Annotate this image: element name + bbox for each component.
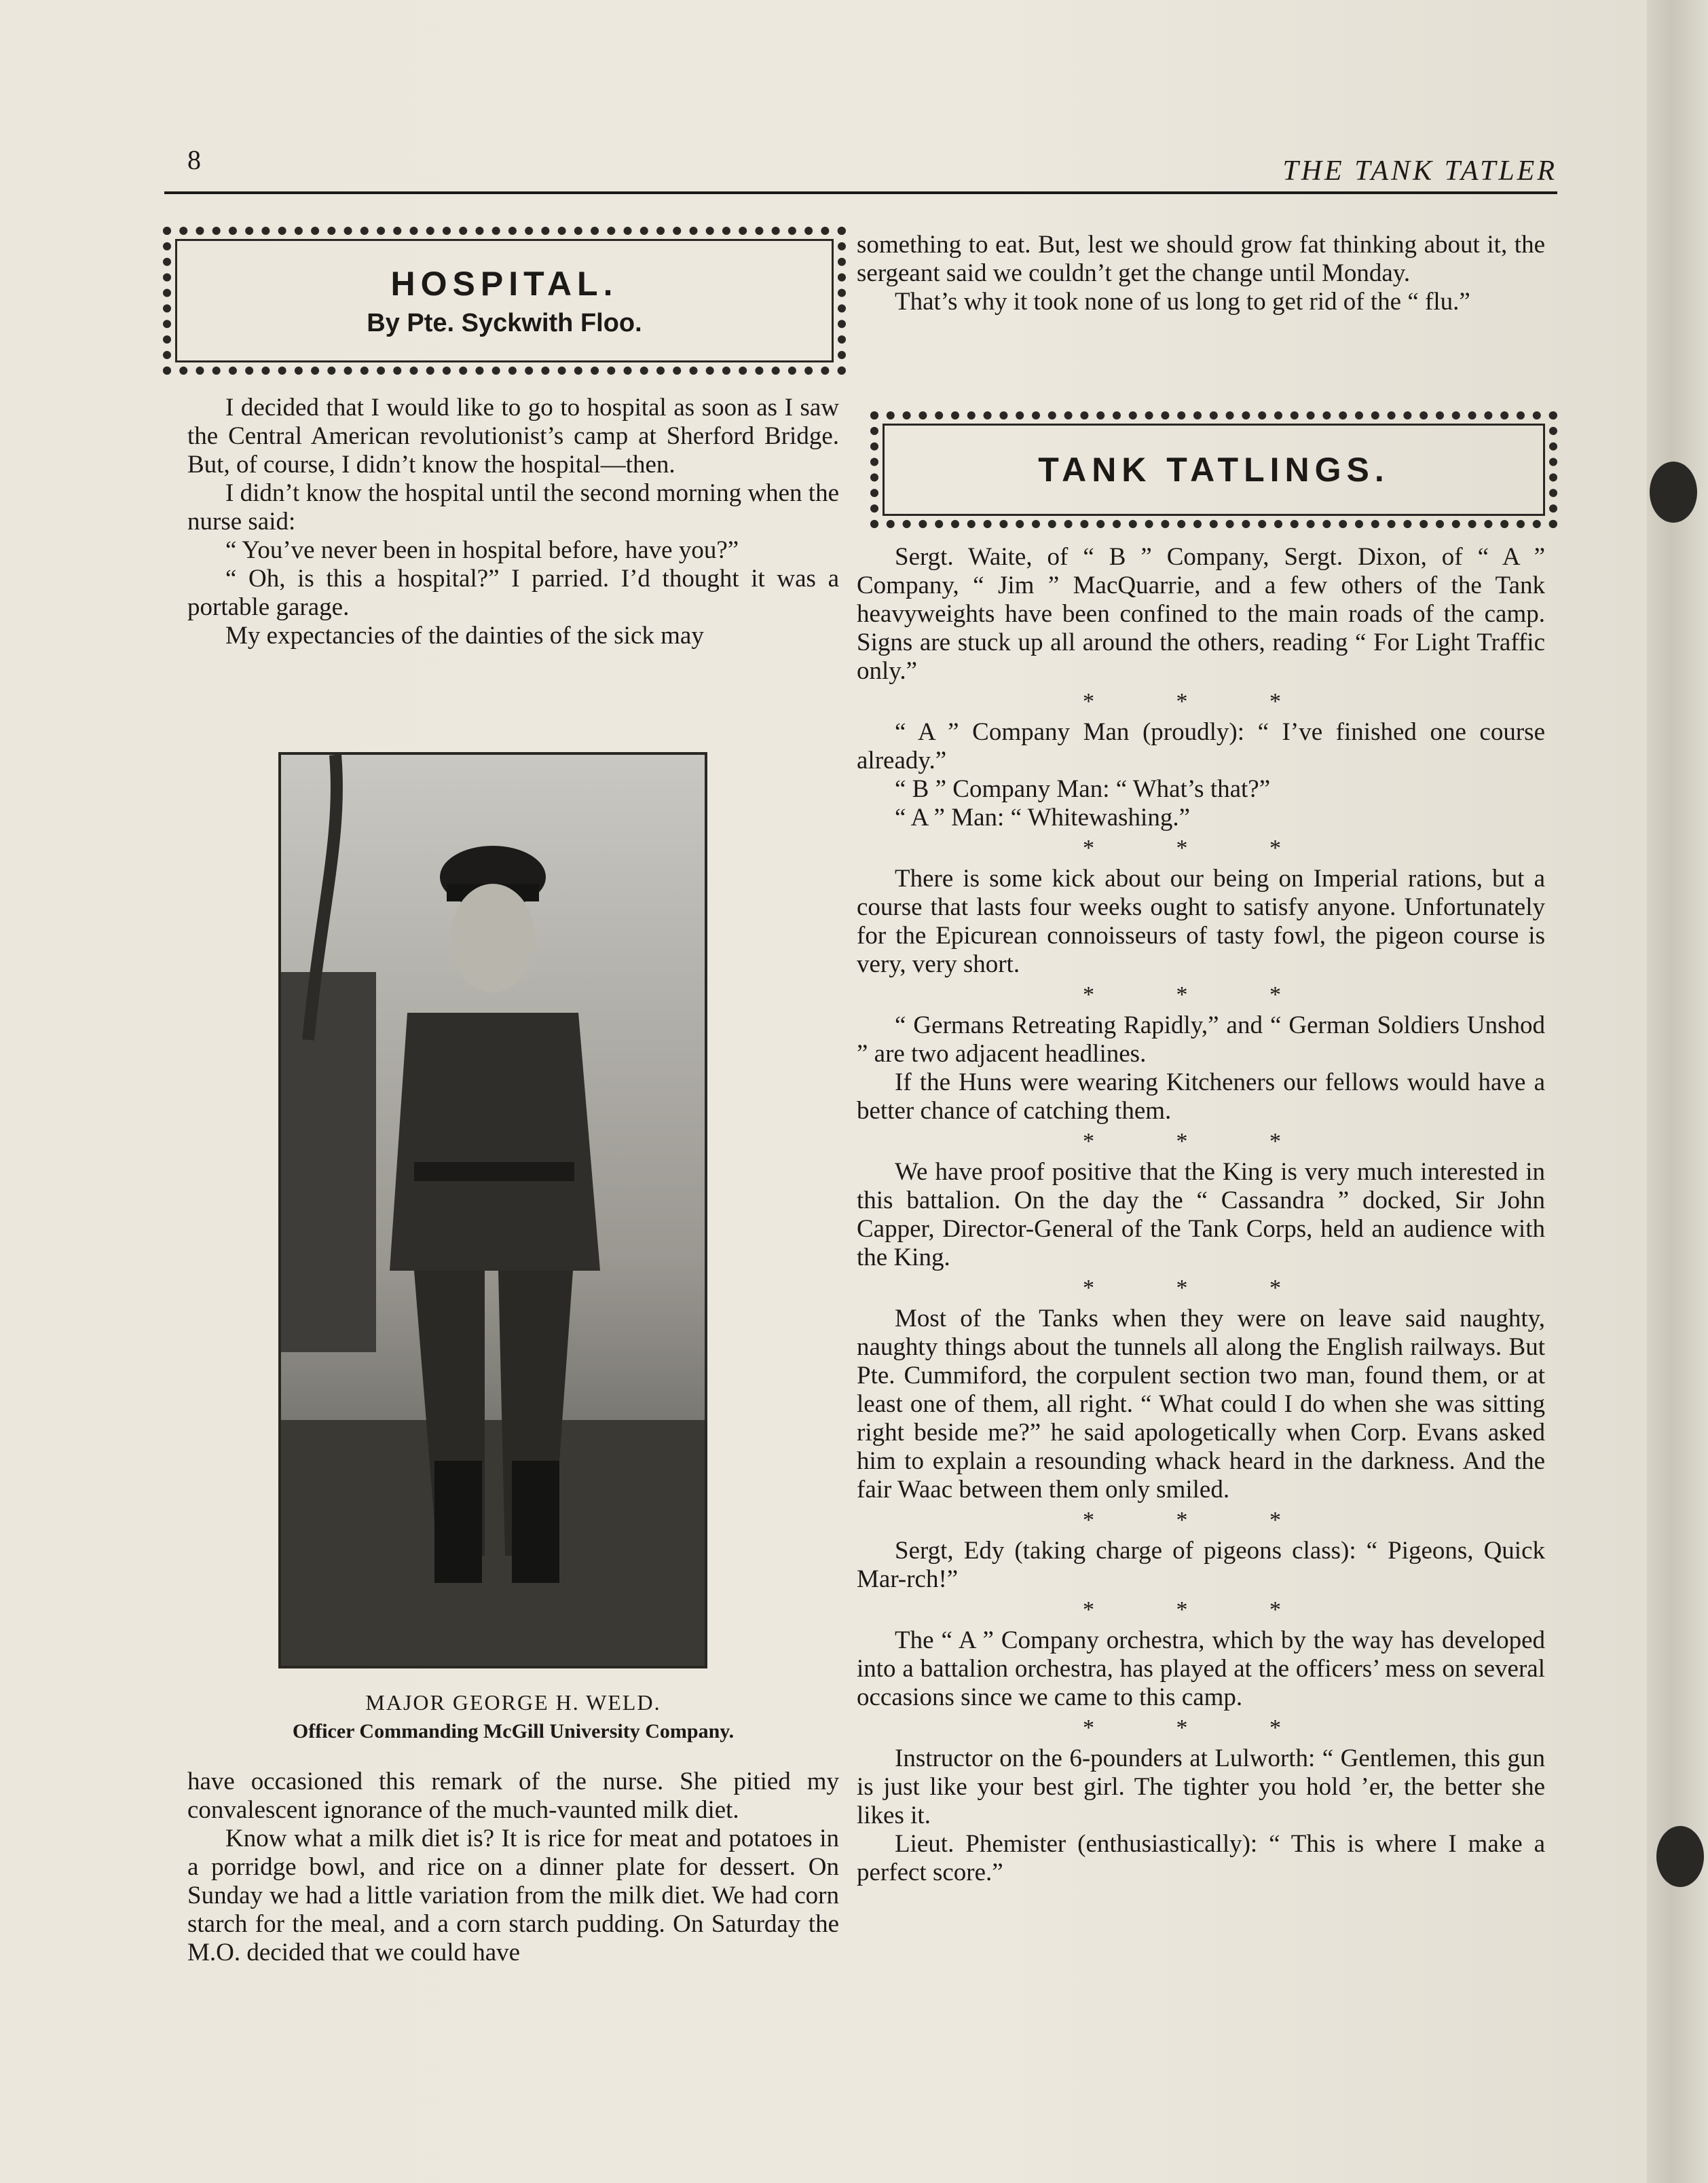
soldier-photo-illustration <box>281 755 705 1666</box>
tatling-item: Lieut. Phemister (enthusiastically): “ This is where I make a perfect score.” <box>857 1830 1545 1886</box>
binding-hole <box>1650 462 1697 523</box>
paragraph: I decided that I would like to go to hospital as soon as I saw the Central American revolutionist’s camp at Sherford Bridge. But, of course, I didn’t know the hospital—then. <box>187 394 839 479</box>
tatlings-title: TANK TATLINGS. <box>1038 451 1390 489</box>
section-stars: * * * <box>1083 1715 1319 1740</box>
paragraph: something to eat. But, lest we should grow fat thinking about it, the sergeant said we couldn’t get the change until Monday. <box>857 231 1545 287</box>
tatling-item: There is some kick about our being on Imperial rations, but a course that lasts four weeks ought to satisfy anyone. Unfortunately for the Epicurean connoisseurs of tasty fowl, the pigeon course is very, very short. <box>857 865 1545 978</box>
tatling-item: The “ A ” Company orchestra, which by the way has developed into a battalion orchestra, has played at the officers’ mess on several occasions since we came to this camp. <box>857 1626 1545 1711</box>
tatlings-text <box>857 543 1545 1887</box>
tatling-item: “ A ” Man: “ Whitewashing.” <box>895 804 1190 832</box>
header-rule <box>164 191 1557 194</box>
tatling-item: Sergt, Edy (taking charge of pigeons class): “ Pigeons, Quick Mar-rch!” <box>857 1537 1545 1593</box>
photo-caption-title: Officer Commanding McGill University Company. <box>292 1720 735 1742</box>
paragraph: That’s why it took none of us long to get rid of the “ flu.” <box>895 288 1470 316</box>
section-stars: * * * <box>1083 1597 1319 1622</box>
section-stars: * * * <box>1083 1508 1319 1533</box>
paragraph: My expectancies of the dainties of the sick may <box>225 622 704 650</box>
tatlings-title-box <box>870 411 1557 528</box>
tatling-item: Most of the Tanks when they were on leave said naughty, naughty things about the tunnels all along the English railways. But Pte. Cummiford, the corpulent section two man, found them, or at least one of them, all right. “ What could I do when she was sitting right beside me?” he said apologetically when Corp. Evans asked him to explain a resounding whack heard in the darkness. And the fair Waac between them only smiled. <box>857 1305 1545 1504</box>
portrait-photo <box>278 752 707 1668</box>
hospital-text-top <box>187 394 839 650</box>
paragraph: Know what a milk diet is? It is rice for meat and potatoes in a porridge bowl, and rice on a dinner plate for dessert. On Sunday we had a little variation from the milk diet. We had corn starch for the meal, and a corn starch pudding. On Saturday the M.O. decided that we could have <box>187 1825 839 1966</box>
hospital-text-bottom <box>187 1768 839 1967</box>
tatling-item: We have proof positive that the King is very much interested in this battalion. On the day the “ Cassandra ” docked, Sir John Capper, Director-General of the Tank Corps, held an audience with the King. <box>857 1158 1545 1271</box>
hospital-title: HOSPITAL. <box>390 264 618 303</box>
tatling-item: Instructor on the 6-pounders at Lulworth: “ Gentlemen, this gun is just like your best girl. The tighter you hold ’er, the better she likes it. <box>857 1744 1545 1829</box>
page-number: 8 <box>187 145 201 175</box>
tatling-item: “ Germans Retreating Rapidly,” and “ German Soldiers Unshod ” are two adjacent headlines. <box>857 1011 1545 1068</box>
paragraph: “ You’ve never been in hospital before, have you?” <box>225 536 739 564</box>
section-stars: * * * <box>1083 1275 1319 1301</box>
tatling-item: “ B ” Company Man: “ What’s that?” <box>895 775 1271 803</box>
section-stars: * * * <box>1083 1129 1319 1154</box>
section-stars: * * * <box>1083 836 1319 861</box>
paragraph: have occasioned this remark of the nurse. She pitied my convalescent ignorance of the much-vaunted milk diet. <box>187 1768 839 1824</box>
hospital-text-continued <box>857 231 1545 316</box>
photo-caption-name: MAJOR GEORGE H. WELD. <box>365 1690 661 1715</box>
hospital-byline: By Pte. Syckwith Floo. <box>367 308 642 337</box>
hospital-title-box <box>163 227 846 375</box>
tatling-item: Sergt. Waite, of “ B ” Company, Sergt. Dixon, of “ A ” Company, “ Jim ” MacQuarrie, and a few others of the Tank heavyweights have been confined to the main roads of the camp. Signs are stuck up all around the others, reading “ For Light Traffic only.” <box>857 543 1545 685</box>
running-title: THE TANK TATLER <box>1282 155 1557 187</box>
section-stars: * * * <box>1083 689 1319 714</box>
section-stars: * * * <box>1083 982 1319 1007</box>
tatling-item: If the Huns were wearing Kitcheners our fellows would have a better chance of catching them. <box>857 1068 1545 1125</box>
tatling-item: “ A ” Company Man (proudly): “ I’ve finished one course already.” <box>857 718 1545 775</box>
binding-hole <box>1656 1826 1704 1887</box>
paragraph: I didn’t know the hospital until the second morning when the nurse said: <box>187 479 839 536</box>
paragraph: “ Oh, is this a hospital?” I parried. I’d thought it was a portable garage. <box>187 565 839 621</box>
